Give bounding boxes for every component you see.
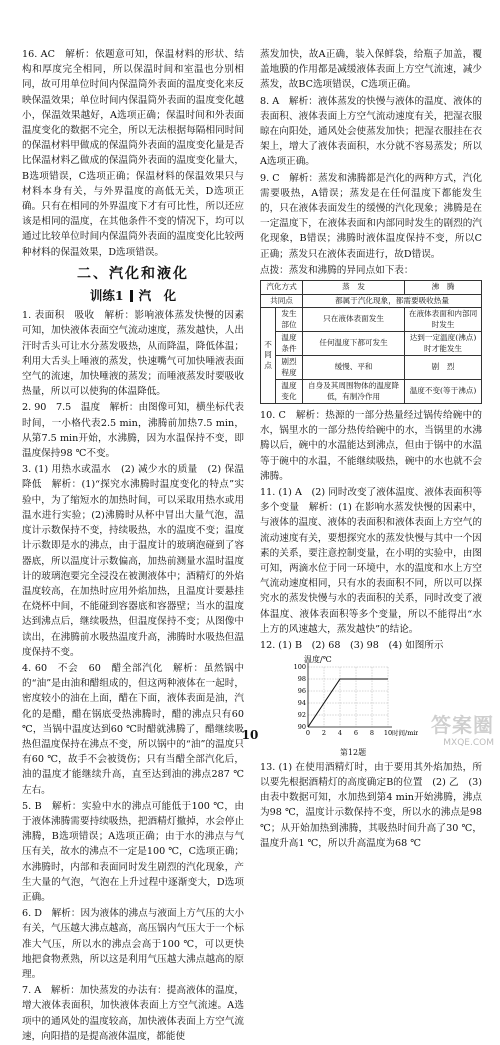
graph-svg <box>288 653 418 739</box>
answer-11: 11. (1) A (2) 同时改变了液体温度、液体表面积等多个变量 解析：(1) 在影响水蒸发快慢的因素中，与液体的温度、液体的表面积和液体表面上方空气的流动速度有关，要想探究水的蒸发快慢与其中一个因素的关系，要注意控制变量，在小明的实验中，由图可知，两滴水位于同一环境中，水的温度和水上方空气流动速度相同，只有水的表面积不同，所以可以探究水的蒸发快慢与水的表面积的关系，同时改变了液体温度、液体表面积等多个变量，所以不能得出“水上方的风速越大，蒸发越快”的结论。 <box>260 487 482 635</box>
answer-13: 13. (1) 在使用酒精灯时，由于要用其外焰加热，所以要先根据酒精灯的高度确定B的位置 (2) 乙 (3) 由表中数据可知，水加热到第4 min开始沸腾，沸点为98 ℃，温度计示数保持不变，所以水的沸点是98 ℃；从开始加热到沸腾，其吸热时间升高了30 ℃，温度升高1 ℃，所以升高温度为68 ℃ <box>260 761 482 849</box>
answer-4: 4. 60 不会 60 醋全部汽化 解析：虽然锅中的“油”是由油和醋组成的，但这两种液体在一起时，密度较小的油在上面，醋在下面，液体表面是油，汽化的是醋，醋在锅底受热沸腾时，醋的沸点只有60 ℃，当锅中温度达到60 ℃时醋就沸腾了，醋继续吸热但温度保持在沸点不变，所以锅中的“油”的温度只有60 ℃，故手不会被烫伤；只有当醋全部汽化后，油的温度才能继续升高，直至达到油的沸点287 ℃左右。 <box>22 662 244 796</box>
table-header-cell: 汽化方式 <box>261 281 303 295</box>
table-cell: 在液体表面和内部同时发生 <box>405 308 482 332</box>
table-cell: 剧烈程度 <box>276 356 303 380</box>
table-cell: 发生部位 <box>276 308 303 332</box>
answer-9: 9. C 解析：蒸发和沸腾都是汽化的两种方式，汽化需要吸热，A错误；蒸发是在任何温度下都能发生的，只在液体表面发生的缓慢的汽化现象；沸腾是在一定温度下，在液体表面和内部同时发生的剧烈的汽化现象，B错误；沸腾时液体温度保持不变，所以C正确；蒸发只在液体表面进行，故D错误。 <box>260 172 482 260</box>
table-header-cell: 蒸 发 <box>303 281 405 295</box>
table-cell: 温度条件 <box>276 332 303 356</box>
x-tick: 10 <box>383 729 393 738</box>
x-tick: 2 <box>321 729 327 738</box>
y-tick: 100 <box>293 663 306 672</box>
y-tick: 96 <box>297 687 306 696</box>
evaporation-boiling-table <box>260 280 482 404</box>
y-tick: 90 <box>297 723 306 732</box>
table-row <box>261 332 482 356</box>
table-cell: 剧 烈 <box>405 356 482 380</box>
watermark <box>431 709 494 748</box>
watermark-url: MXQE.COM <box>443 738 494 748</box>
x-tick: 6 <box>353 729 359 738</box>
table-cell: 缓慢、平和 <box>303 356 405 380</box>
table-cell: 温度变化 <box>276 380 303 404</box>
table-cell: 温度不变(等于沸点) <box>405 380 482 404</box>
table-row <box>261 308 482 332</box>
answer-7-continued: 蒸发加快，故A正确，装入保鲜袋，给瓶子加盖，覆盖地膜的作用都是减缓液体表面上方空气流速，减少蒸发，故BC选项错误，C选项正确。 <box>260 49 482 91</box>
answer-6: 6. D 解析：因为液体的沸点与液面上方气压的大小有关，气压越大沸点越高，高压锅内气压大于一个标准大气压，所以水的沸点会高于100 ℃，可以更快地把食物煮熟，所以这是利用气压越大沸点越高的原理。 <box>22 908 244 980</box>
graph-caption: 第12题 <box>339 747 367 757</box>
answer-12-block <box>260 638 482 653</box>
answer-5: 5. B 解析：实验中水的沸点可能低于100 ℃，由于液体沸腾需要持续吸热，把酒精灯撤掉，水会停止沸腾，B选项错误；A选项正确；由于水的沸点与气压有关，故水的沸点不一定是100 ℃，C选项正确；水沸腾时，内部和表面同时发生剧烈的汽化现象，产生大量的气泡，气泡在上升过程中逐渐变大，D选项正确。 <box>22 800 244 903</box>
lesson-topic: 汽 化 <box>138 288 177 304</box>
y-tick: 94 <box>297 699 306 708</box>
table-cell: 任何温度下都可发生 <box>303 332 405 356</box>
answer-12: 12. (1) B (2) 68 (3) 98 (4) 如图所示 <box>260 640 444 652</box>
answer-1: 1. 表面积 吸收 解析：影响液体蒸发快慢的因素可知，加快液体表面空气流动速度，蒸发越快，人出汗时舌头可让水分蒸发吸热，从而降温，降低体温；利用大舌头上唾液的蒸发，快速嘴气可加快唾液表面空气的流速，加快唾液的蒸发；而唾液蒸发时要吸收热量，所以可以使狗的体温降低。 <box>22 310 244 398</box>
table-header-cell: 沸 腾 <box>405 281 482 295</box>
lesson-divider <box>130 290 133 302</box>
y-tick: 98 <box>297 675 306 684</box>
table-cell: 只在液体表面发生 <box>303 308 405 332</box>
graph-xlabel: 时间/min <box>392 729 418 738</box>
table-row <box>261 281 482 295</box>
table-cell: 都属于汽化现象，都需要吸收热量 <box>303 294 482 308</box>
table-cell: 共同点 <box>261 294 303 308</box>
tip-line: 点拨：蒸发和沸腾的异同点如下表： <box>260 264 414 276</box>
table-cell: 不同点 <box>261 308 276 404</box>
x-tick: 8 <box>369 729 375 738</box>
table-row <box>261 356 482 380</box>
answer-10: 10. C 解析：热源的一部分热量经过锅传给碗中的水，锅里水的一部分热传给碗中的水，当锅里的水沸腾以后，碗中的水温能达到沸点，但由于锅中的水温等于碗中的水温，不能继续吸热，碗中的水也就不会沸腾。 <box>260 410 482 482</box>
table-row <box>261 294 482 308</box>
graph-grid <box>308 667 388 727</box>
x-tick: 4 <box>337 729 343 738</box>
watermark-logo: 答案圈 <box>431 713 494 737</box>
y-tick: 92 <box>297 711 306 720</box>
x-tick: 0 <box>305 729 311 738</box>
answer-2: 2. 90 7.5 温度 解析：由图像可知，横坐标代表时间，一小格代表2.5 min，沸腾前加热7.5 min，从第7.5 min开始，水沸腾，因为水温保持不变，即温度保持98 ℃不变。 <box>22 402 244 460</box>
answer-8: 8. A 解析：液体蒸发的快慢与液体的温度、液体的表面积、液体表面上方空气流动速度有关，把湿衣服晾在向阳处，通风处会使蒸发加快；把湿衣服挂在衣架上，增大了液体表面积，水分就不容易蒸发；所以A选项正确。 <box>260 95 482 168</box>
answer-3: 3. (1) 用热水或温水 (2) 减少水的质量 (2) 保温 降低 解析：(1)“探究水沸腾时温度变化的特点”实验中，为了缩短水的加热时间，可以采取用热水或用温水进行实验；(2)沸腾时从杯中冒出大量气泡，温度计示数保持不变，持续吸热，水的温度不变；温度计示数即是水的沸点，由于温度计的玻璃泡碰到了容器底，所以温度计示数偏高，加热前测量水温时温度计的玻璃泡要完全浸没在被测液体中；酒精灯的外焰温度较高，在加热时应用外焰加热，且温度计要悬挂在烧杯中间，不能碰到容器底和容器壁；当水的温度达到沸点后，继续吸热，但温度保持不变；从图像中读出，在沸腾前水吸热温度升高，沸腾时水吸热但温度保持不变。 <box>22 464 254 658</box>
answer-16: 16. AC 解析：依题意可知，保温材料的形状、结构和厚度完全相同，所以保温时间和室温也分别相同，故可用单位时间内保温筒外表面的温度变化来反映保温效果；单位时间内保温筒外表面的温度变化越小，保温效果越好，A选项正确；保温时间和外表面温度变化的数据不完全，所以无法根据每隔相同时间的保温材料甲做成的保温筒外表面的温度变化量是否比保温材料乙做成的保温筒外表面的温度变化量大，B选项错误，C选项正确；保温材料的保温效果只与材料本身有关，与外界温度的高低无关，D选项正确。只有在相同的外界温度下才有可比性，所以还应该是相同的温度，在其他条件不变的情况下，均可以通过比较单位时间内保温筒外表面的温度变化比较两种材料的保温效果，D选项错误。 <box>22 49 244 258</box>
left-column <box>22 47 254 1045</box>
y-tick-labels <box>294 663 306 731</box>
lesson-name: 训练1 <box>89 288 124 304</box>
table-row <box>261 380 482 404</box>
answer-7: 7. A 解析：加快蒸发的办法有：提高液体的温度，增大液体表面积，加快液体表面上方空气流速。A选项中的通风处的温度较高，加快液体表面上方空气流速，向阳措的是提高液体温度，都能使 <box>22 985 244 1042</box>
page-number: 10 <box>241 728 259 742</box>
section-title: 二、汽化和液化 <box>77 265 189 282</box>
table-cell: 达到一定温度(沸点)时才能发生 <box>405 332 482 356</box>
table-cell: 自身及其周围物体的温度降低，有制冷作用 <box>303 380 405 404</box>
lesson-heading <box>22 288 244 303</box>
graph-ylabel: 温度/℃ <box>304 655 332 665</box>
